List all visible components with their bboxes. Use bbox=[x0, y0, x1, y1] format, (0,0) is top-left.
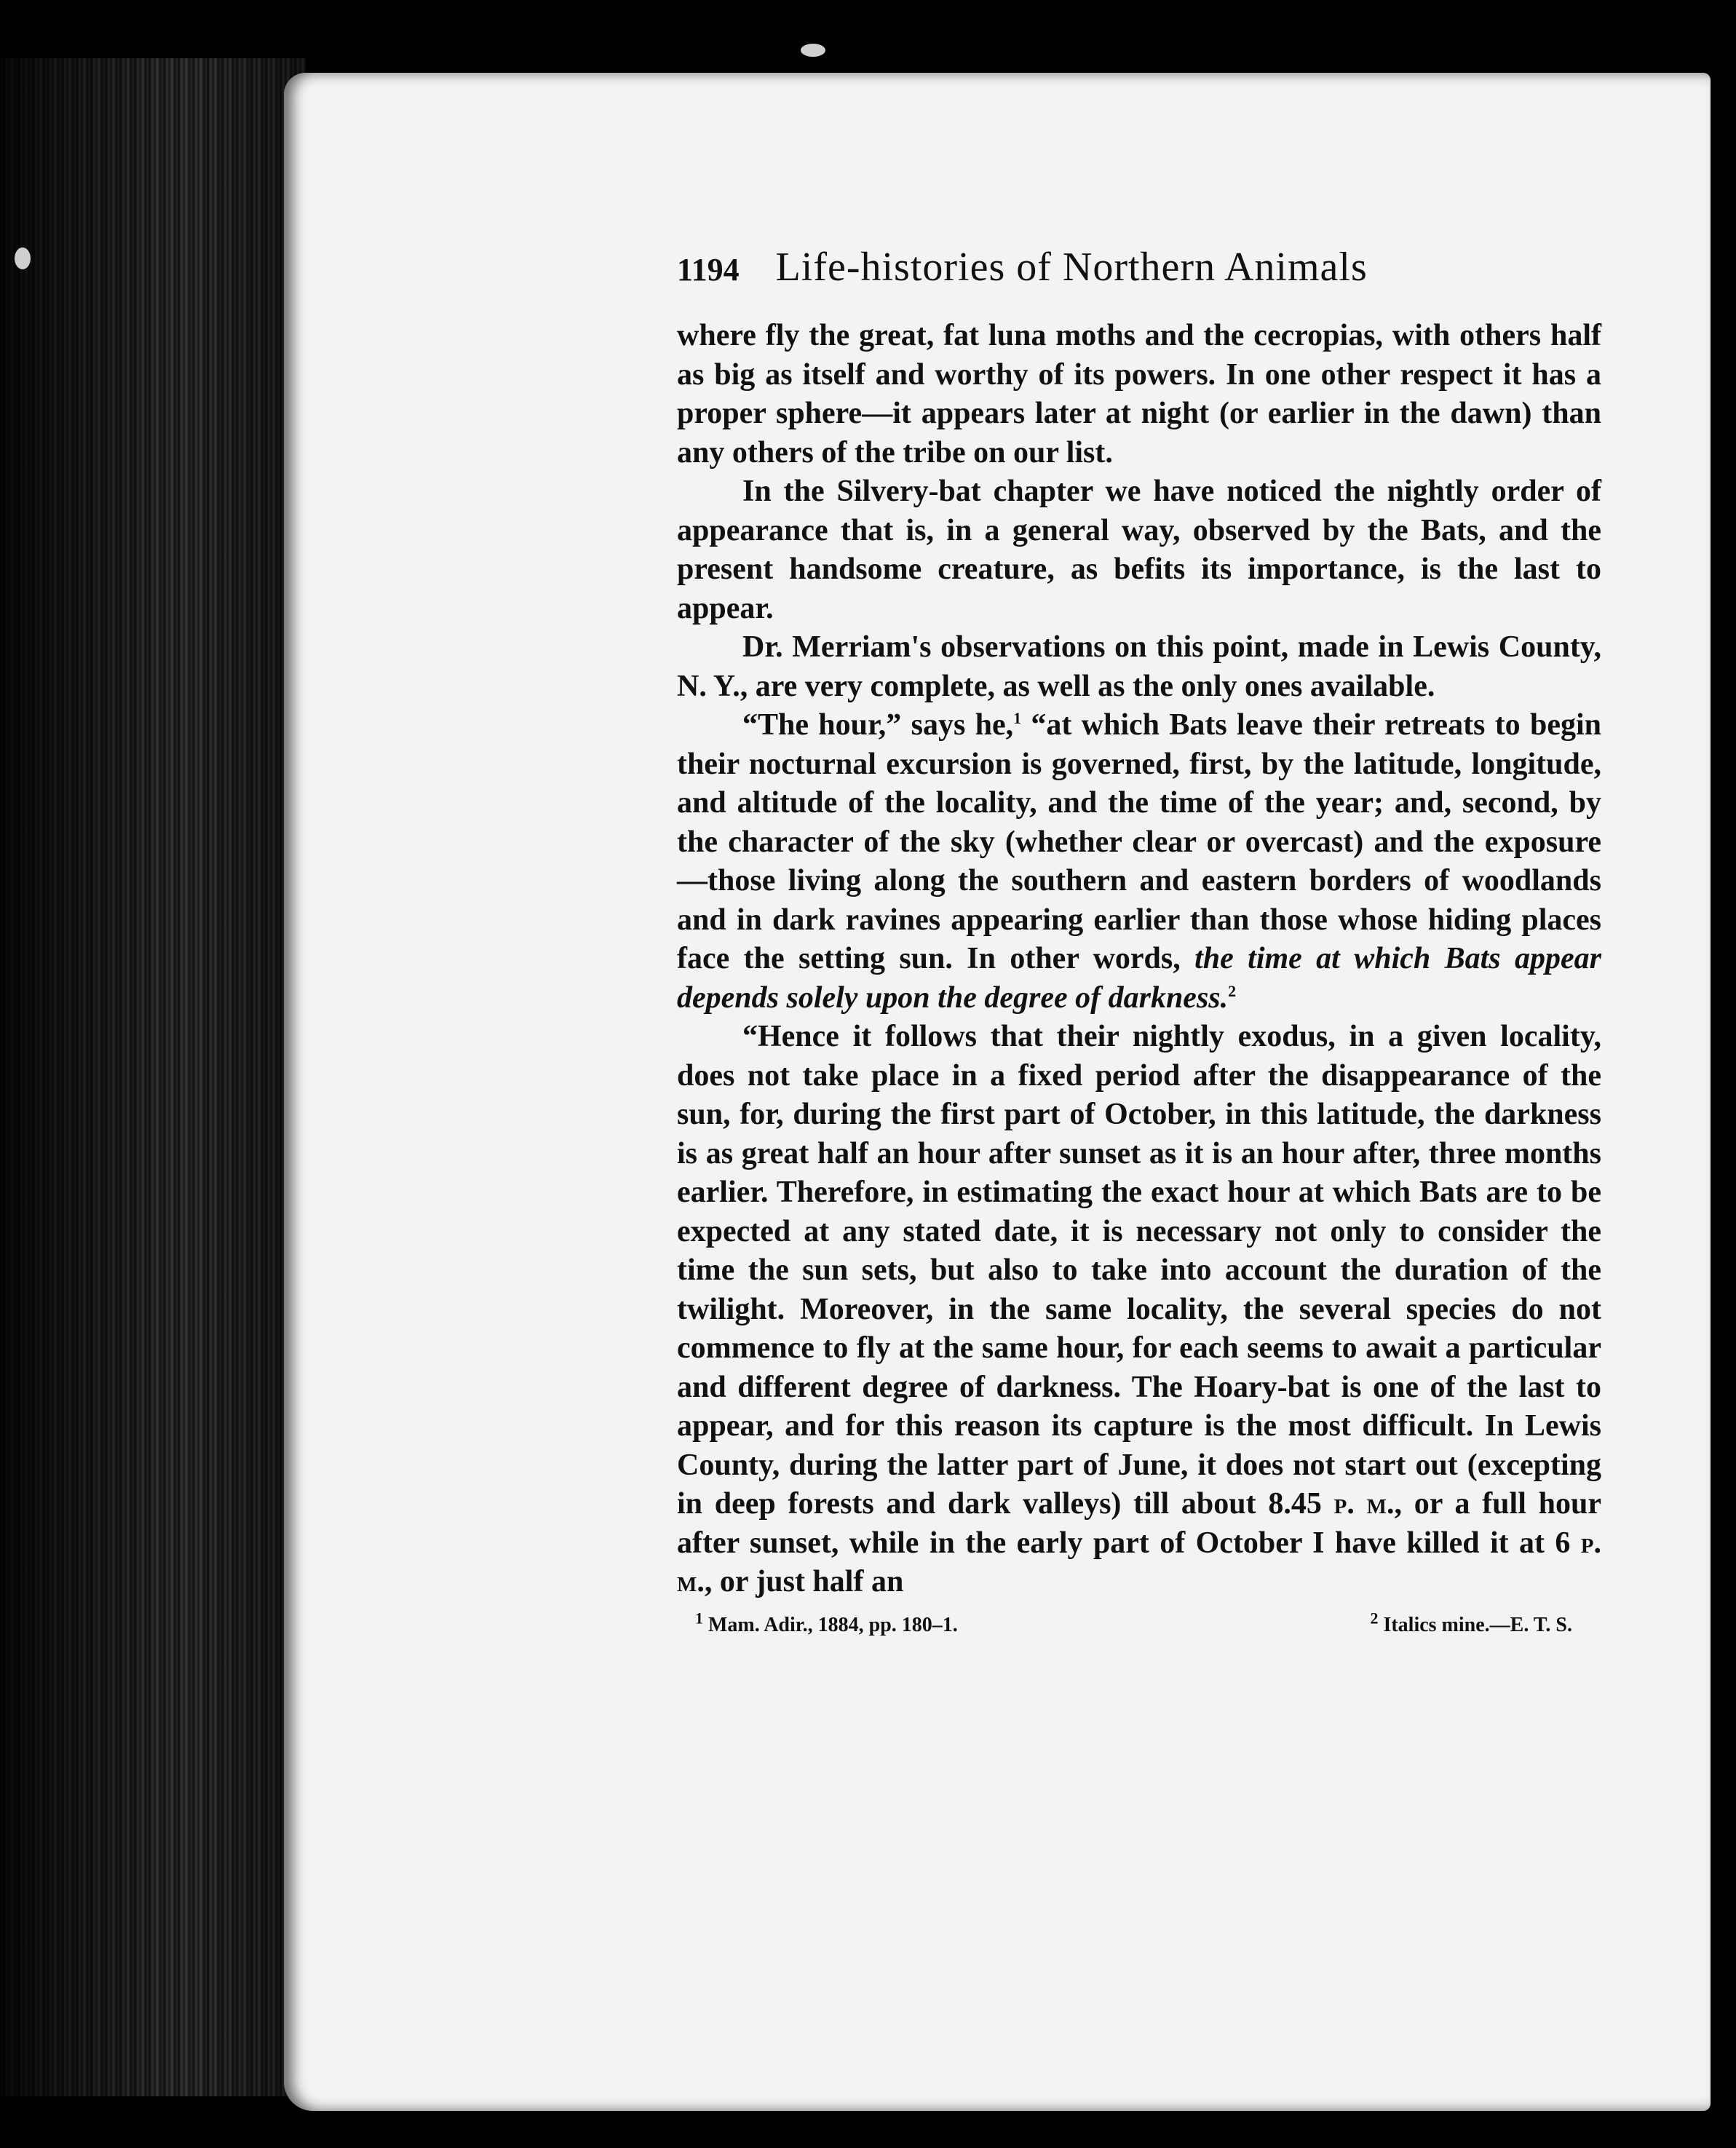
paragraph-text: , or a full hour after sunset, while in the early part of October I have killed it at 6 bbox=[677, 1487, 1602, 1560]
footnote-text: Italics mine.—E. T. S. bbox=[1383, 1613, 1572, 1636]
paragraph-text: Dr. Merriam's observations on this point, made in Lewis County, N. Y., are very complete, as well as the only ones available. bbox=[677, 630, 1601, 703]
italic-quote: the time at which Bats appear depends solely upon the degree of darkness. bbox=[677, 942, 1601, 1015]
footnote-2 bbox=[1370, 1609, 1572, 1637]
book-page-edges bbox=[0, 58, 306, 2096]
dust-speck bbox=[801, 44, 825, 57]
footnotes bbox=[677, 1609, 1601, 1637]
page-text-block bbox=[677, 244, 1601, 1637]
paragraph-2 bbox=[677, 472, 1601, 628]
paragraph-text: where fly the great, fat luna moths and the cecropias, with others half as big as itself and worthy of its powers. In one other respect it has a proper sphere—it appears later at night (or earlier in the dawn) than any others of the tribe on our list. bbox=[677, 319, 1601, 469]
time-abbrev: p. m. bbox=[1333, 1487, 1395, 1521]
paragraph-4 bbox=[677, 706, 1601, 1018]
footnote-mark: 2 bbox=[1370, 1609, 1379, 1628]
paragraph-text: “The hour,” says he, bbox=[742, 708, 1014, 742]
page-number: 1194 bbox=[677, 252, 740, 288]
paragraph-5 bbox=[677, 1018, 1601, 1602]
paragraph-text: In the Silvery-bat chapter we have noticed the nightly order of appearance that is, in a general way, observed by the Bats, and the present handsome creature, as befits its importance, is the last to appear. bbox=[677, 475, 1601, 625]
footnote-text: Mam. Adir., 1884, pp. 180–1. bbox=[708, 1613, 958, 1636]
footnote-ref: 2 bbox=[1228, 981, 1237, 1000]
footnote-1 bbox=[695, 1609, 958, 1637]
paragraph-text: “at which Bats leave their retreats to begin their nocturnal excursion is governed, first, by the latitude, longitude, and altitude of the locality, and the time of the year; and, second, by the character of the sky (whether clear or overcast) and the exposure—those living along the southern and eastern borders of woodlands and in dark ravines appearing earlier than those whose hiding places face the setting sun. In other words, bbox=[677, 708, 1601, 975]
dust-speck bbox=[15, 247, 31, 269]
paragraph-text: , or just half an bbox=[704, 1565, 904, 1598]
paragraph-3 bbox=[677, 628, 1601, 706]
footnote-mark: 1 bbox=[695, 1609, 703, 1628]
paragraph-text: “Hence it follows that their nightly exodus, in a given locality, does not take place in a fixed period after the disappearance of the sun, for, during the first part of October, in this latitude, the darkness is as great half an hour after sunset as it is an hour after, three months earlier. Therefore, in estimating the exact hour at which Bats are to be expected at any stated date, it is necessary not only to consider the time the sun sets, but also to take into account the duration of the twilight. Moreover, in the same locality, the several species do not commence to fly at the same hour, for each seems to await a particular and different degree of darkness. The Hoary-bat is one of the last to appear, and for this reason its capture is the most difficult. In Lewis County, during the latter part of June, it does not start out (excepting in deep forests and dark valleys) till about 8.45 bbox=[677, 1020, 1601, 1521]
footnote-ref: 1 bbox=[1013, 709, 1022, 727]
running-head-title: Life-histories of Northern Animals bbox=[775, 245, 1368, 290]
paragraph-1 bbox=[677, 317, 1601, 472]
time-abbrev: p. m. bbox=[677, 1526, 1601, 1598]
running-head bbox=[677, 244, 1601, 317]
